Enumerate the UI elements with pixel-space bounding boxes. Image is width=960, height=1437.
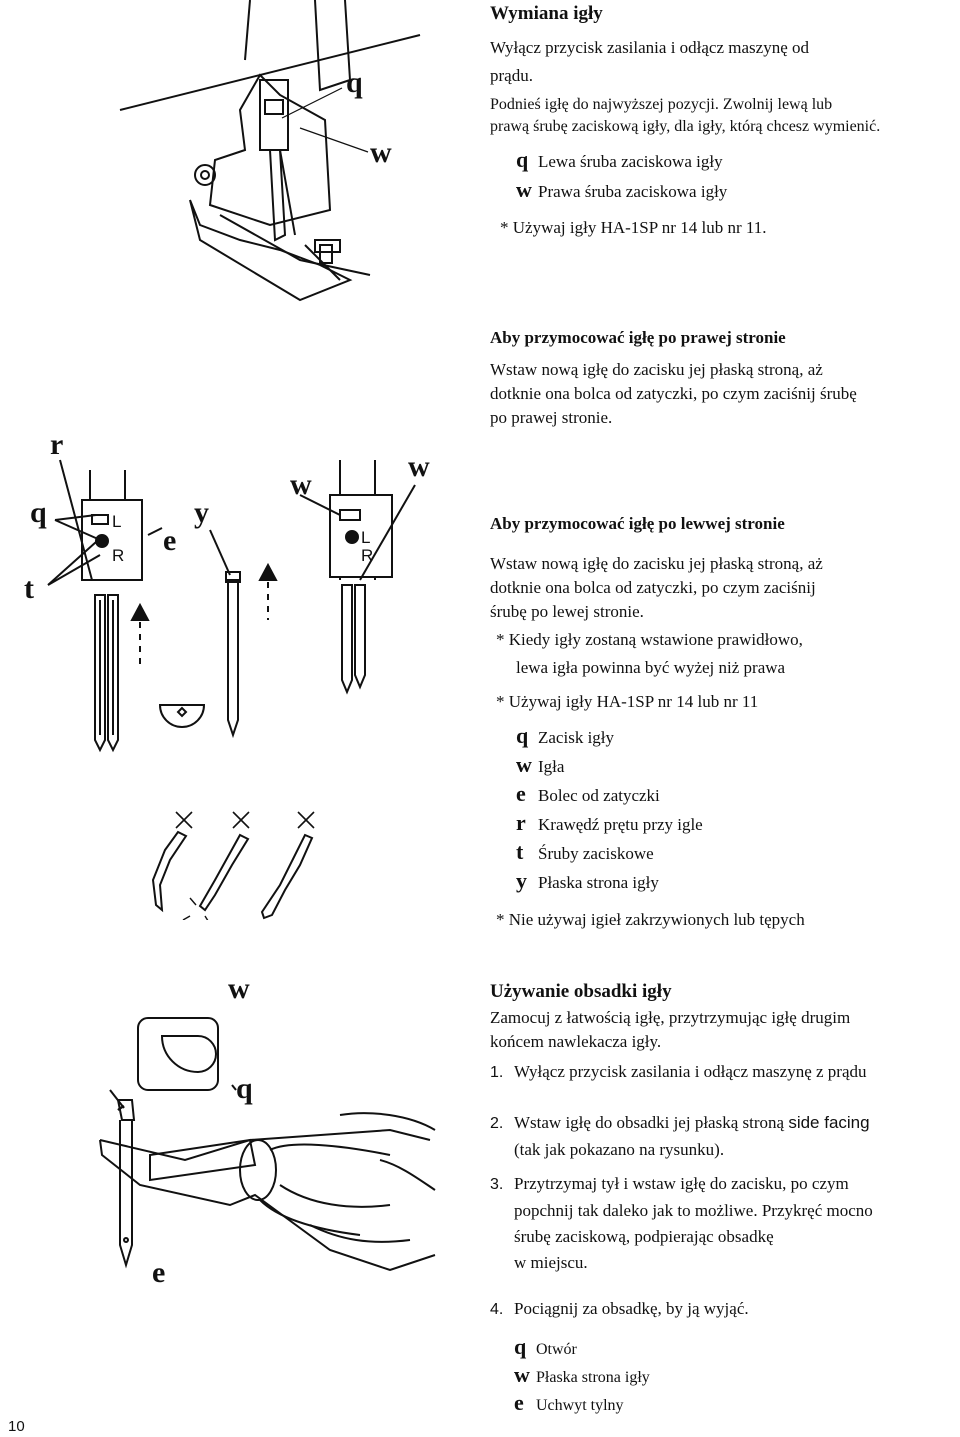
fig2-label-w: w [408, 450, 430, 483]
paragraph-line: Zamocuj z łatwością igłę, przytrzymując igłę drugim [490, 1008, 851, 1027]
paragraph-line: Podnieś igłę do najwyższej pozycji. Zwolnij lewą lub [490, 96, 833, 113]
clamp-label-L: L [361, 528, 371, 547]
step-text: Przytrzymaj tył i wstaw igłę do zacisku, po czym [514, 1174, 849, 1193]
note: * Kiedy igły zostaną wstawione prawidłowo, [496, 630, 803, 649]
legend-text: Śruby zaciskowe [538, 844, 654, 863]
paragraph-line: dotknie ona bolca od zatyczki, po czym zaciśnij [490, 578, 816, 597]
legend-mark: e [516, 781, 526, 806]
clamp-label-L: L [112, 512, 122, 531]
legend-mark: r [516, 810, 526, 835]
step-2 [490, 1111, 960, 1136]
fig3-label-e: e [152, 1256, 166, 1289]
paragraph-line: po prawej stronie. [490, 408, 613, 427]
legend-item [516, 148, 955, 174]
legend-mark: t [516, 839, 524, 864]
paragraph-line: śrubę po lewej stronie. [490, 602, 644, 621]
step-text: popchnij tak daleko jak to możliwe. Przykręć mocno [514, 1201, 873, 1220]
paragraph-line: Wstaw nową igłę do zacisku jej płaską stroną, aż [490, 360, 823, 379]
legend-mark: y [516, 868, 527, 893]
note: lewa igła powinna być wyżej niż prawa [516, 658, 786, 677]
section-needle-holder [490, 980, 960, 1418]
fig1-label-w: w [370, 136, 392, 169]
section-title: Aby przymocować igłę po lewwej stronie [490, 514, 785, 533]
fig3-label-w: w [228, 972, 250, 1005]
legend-text: Krawędź prętu przy igle [538, 815, 703, 834]
fig3-label-q: q [236, 1072, 253, 1105]
paragraph-line: końcem nawlekacza igły. [490, 1032, 662, 1051]
legend-item [516, 809, 958, 838]
legend-text: Płaska strona igły [538, 873, 659, 892]
legend-item [516, 838, 958, 867]
legend-list [490, 722, 958, 896]
legend-text: Otwór [536, 1341, 577, 1358]
note: * Nie używaj igieł zakrzywionych lub tępych [496, 910, 805, 929]
legend-text: Bolec od zatyczki [538, 786, 660, 805]
step-text: Pociągnij za obsadkę, by ją wyjąć. [514, 1299, 749, 1318]
legend-item [516, 751, 958, 780]
paragraph-line: prądu. [490, 66, 533, 85]
step-text: side facing [788, 1113, 870, 1132]
paragraph-line: Wstaw nową igłę do zacisku jej płaską stroną, aż [490, 554, 823, 573]
fig2-label-w: w [290, 468, 312, 501]
fig2-label-t: t [24, 572, 34, 605]
legend-mark: w [516, 752, 532, 777]
legend-mark: w [516, 177, 532, 202]
legend-item [516, 780, 958, 809]
fig2-label-y: y [194, 496, 209, 529]
legend-item [516, 722, 958, 751]
step-number: 2. [490, 1115, 504, 1132]
legend-list [490, 148, 955, 204]
legend-mark: q [514, 1334, 527, 1359]
legend-list [490, 1334, 960, 1418]
step-1 [490, 1060, 960, 1085]
step-text: Wyłącz przycisk zasilania i odłącz maszynę z prądu [514, 1062, 867, 1081]
fig2-label-q: q [30, 496, 47, 529]
note: * Używaj igły HA-1SP nr 14 lub nr 11. [500, 218, 767, 237]
section-title: Wymiana igły [490, 3, 603, 24]
step-number: 4. [490, 1301, 504, 1318]
step-text: śrubę zaciskową, podpierając obsadkę [514, 1227, 774, 1246]
legend-text: Uchwyt tylny [536, 1397, 624, 1414]
legend-item [516, 867, 958, 896]
fig2-label-e: e [163, 524, 177, 557]
section-needle-change [490, 2, 955, 240]
legend-text: Zacisk igły [538, 728, 615, 747]
needle-insertion-drawing [0, 440, 460, 920]
clamp-label-R: R [112, 546, 125, 565]
legend-item [514, 1390, 960, 1418]
legend-text: Lewa śruba zaciskowa igły [538, 152, 723, 171]
fig1-label-q: q [346, 66, 363, 99]
step-number: 3. [490, 1176, 504, 1193]
step-text: (tak jak pokazano na rysunku). [514, 1140, 725, 1159]
needle-holder-drawing [90, 990, 450, 1320]
legend-mark: w [514, 1362, 530, 1387]
legend-mark: e [514, 1390, 524, 1415]
step-3 [490, 1172, 960, 1197]
step-text: Wstaw igłę do obsadki jej płaską stroną [514, 1113, 789, 1132]
fig1-leader-lines [280, 80, 400, 160]
legend-text: Igła [538, 757, 565, 776]
step-4 [490, 1297, 960, 1322]
paragraph-line: dotknie ona bolca od zatyczki, po czym zaciśnij śrubę [490, 384, 857, 403]
step-number: 1. [490, 1064, 504, 1081]
legend-text: Prawa śruba zaciskowa igły [538, 182, 728, 201]
legend-item [514, 1362, 960, 1390]
section-title: Aby przymocować igłę po prawej stronie [490, 328, 786, 347]
section-title: Używanie obsadki igły [490, 981, 672, 1002]
clamp-label-R: R [361, 546, 374, 565]
legend-item [516, 178, 955, 204]
section-right-needle [490, 326, 958, 430]
legend-mark: q [516, 723, 529, 748]
fig2-label-r: r [50, 428, 64, 461]
page-number: 10 [8, 1418, 25, 1435]
legend-item [514, 1334, 960, 1362]
legend-text: Płaska strona igły [536, 1369, 650, 1386]
step-text: w miejscu. [514, 1253, 588, 1272]
paragraph-line: Wyłącz przycisk zasilania i odłącz maszynę od [490, 38, 809, 57]
paragraph-line: prawą śrubę zaciskową igły, dla igły, którą chcesz wymienić. [490, 118, 881, 135]
legend-mark: q [516, 147, 529, 172]
section-left-needle [490, 512, 958, 932]
note: * Używaj igły HA-1SP nr 14 lub nr 11 [496, 692, 759, 711]
